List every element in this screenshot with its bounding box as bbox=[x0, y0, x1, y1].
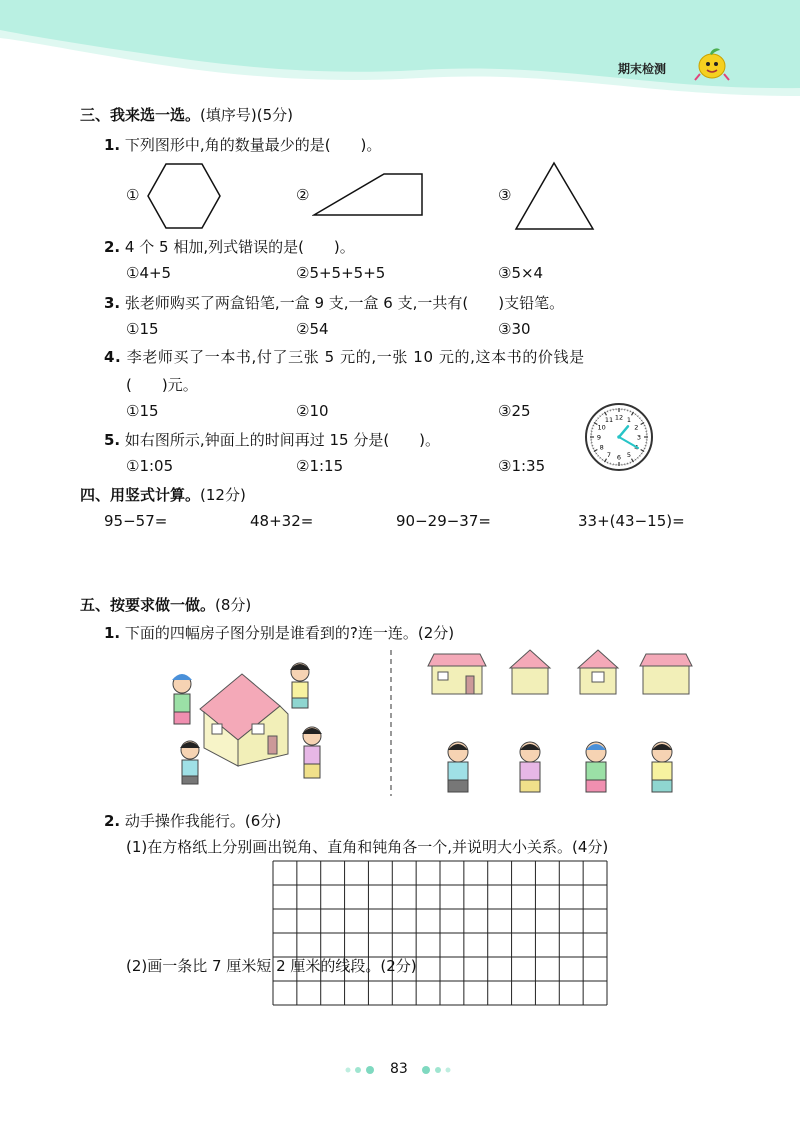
clock-numeral: 6 bbox=[616, 453, 622, 462]
q4-option-2: ②10 bbox=[296, 402, 329, 420]
s5-q2-sub1: (1)在方格纸上分别画出锐角、直角和钝角各一个,并说明大小关系。(4分) bbox=[126, 838, 609, 856]
clock-numeral: 10 bbox=[597, 423, 606, 432]
four-children-row bbox=[430, 738, 694, 796]
clock-numeral: 3 bbox=[636, 433, 642, 442]
children-around-house-illustration bbox=[160, 654, 370, 790]
q1-option-1: ① bbox=[126, 186, 140, 204]
q4-option-1: ①15 bbox=[126, 402, 159, 420]
footer-dots-right bbox=[418, 1062, 458, 1078]
q3-option-2: ②54 bbox=[296, 320, 329, 338]
footer-dots-left bbox=[340, 1062, 380, 1078]
q4-stem-line2: ( )元。 bbox=[126, 376, 198, 394]
clock-numeral: 7 bbox=[606, 450, 612, 459]
page-number: 83 bbox=[390, 1061, 408, 1077]
section4-title: 四、用竖式计算。(12分) bbox=[80, 486, 246, 504]
q4-stem: 4. 李老师买了一本书,付了三张 5 元的,一张 10 元的,这本书的价钱是 bbox=[104, 348, 585, 366]
calc-item-1: 95−57= bbox=[104, 512, 168, 530]
triangle-shape bbox=[514, 160, 596, 232]
s5-q2-sub2: (2)画一条比 7 厘米短 2 厘米的线段。(2分) bbox=[126, 957, 417, 975]
q5-option-3: ③1:35 bbox=[498, 457, 546, 475]
q5-option-2: ②1:15 bbox=[296, 457, 344, 475]
q1-stem: 1. 下列图形中,角的数量最少的是( )。 bbox=[104, 136, 382, 154]
lemon-mascot-icon bbox=[692, 44, 736, 84]
clock-numeral: 8 bbox=[599, 443, 604, 452]
q2-option-2: ②5+5+5+5 bbox=[296, 264, 386, 282]
q1-option-3: ③ bbox=[498, 186, 512, 204]
clock-numeral: 2 bbox=[634, 423, 639, 432]
clock-numeral: 5 bbox=[626, 450, 632, 459]
house-view-side-plain bbox=[508, 648, 552, 696]
house-view-front-door bbox=[426, 652, 488, 696]
q3-option-1: ①15 bbox=[126, 320, 159, 338]
q5-stem: 5. 如右图所示,钟面上的时间再过 15 分是( )。 bbox=[104, 431, 441, 449]
q2-stem: 2. 4 个 5 相加,列式错误的是( )。 bbox=[104, 238, 355, 256]
clock-numeral: 12 bbox=[614, 413, 624, 422]
header-band bbox=[0, 0, 800, 110]
clock-numeral: 11 bbox=[604, 416, 614, 425]
q4-option-3: ③25 bbox=[498, 402, 531, 420]
clock-numeral: 1 bbox=[626, 416, 632, 425]
section3-title: 三、我来选一选。(填序号)(5分) bbox=[80, 106, 293, 124]
q3-option-3: ③30 bbox=[498, 320, 531, 338]
calc-item-2: 48+32= bbox=[250, 512, 314, 530]
house-view-side-window bbox=[576, 648, 620, 696]
header-label: 期末检测 bbox=[618, 62, 667, 76]
s5-q2-stem: 2. 动手操作我能行。(6分) bbox=[104, 812, 282, 830]
q5-option-1: ①1:05 bbox=[126, 457, 174, 475]
grid-paper[interactable] bbox=[272, 860, 608, 1006]
dashed-divider bbox=[388, 650, 394, 796]
clock-numeral: 9 bbox=[596, 433, 602, 442]
calc-item-4: 33+(43−15)= bbox=[578, 512, 685, 530]
calc-item-3: 90−29−37= bbox=[396, 512, 491, 530]
q3-stem: 3. 张老师购买了两盒铅笔,一盒 9 支,一盒 6 支,一共有( )支铅笔。 bbox=[104, 294, 565, 312]
clock-face bbox=[584, 402, 654, 472]
q1-option-2: ② bbox=[296, 186, 310, 204]
q2-option-3: ③5×4 bbox=[498, 264, 544, 282]
section5-title: 五、按要求做一做。(8分) bbox=[80, 596, 252, 614]
trapezoid-shape bbox=[312, 170, 426, 218]
q2-option-1: ①4+5 bbox=[126, 264, 172, 282]
hexagon-shape bbox=[146, 162, 222, 230]
s5-q1-stem: 1. 下面的四幅房子图分别是谁看到的?连一连。(2分) bbox=[104, 624, 455, 642]
house-view-back-plain bbox=[638, 652, 694, 696]
